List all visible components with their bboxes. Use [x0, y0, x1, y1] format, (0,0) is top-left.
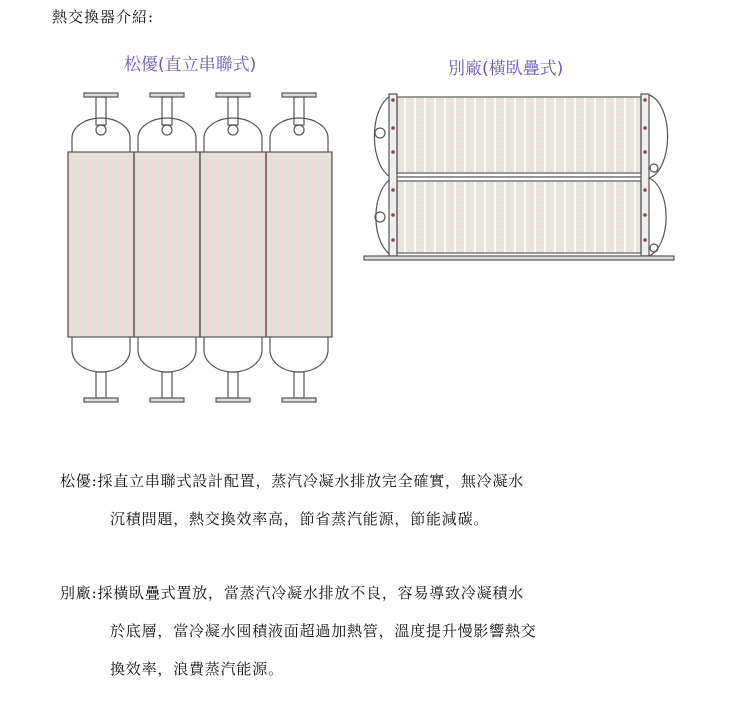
description-horizontal-stacked [60, 574, 680, 688]
description-line: 沉積問題，熱交換效率高，節省蒸汽能源，節能減碳。 [110, 510, 490, 528]
left-figure-caption: 松優(直立串聯式) [124, 55, 257, 75]
horizontal-stacked-exchanger [364, 94, 674, 260]
description-line: 於底層，當冷凝水囤積液面超過加熱管，溫度提升慢影響熱交 [110, 622, 537, 640]
vertical-unit-4 [266, 93, 332, 402]
vertical-unit-2 [134, 93, 200, 402]
vertical-unit-1 [68, 93, 134, 402]
right-figure-caption: 別廠(橫臥疊式) [448, 59, 564, 79]
description-line: 換效率，浪費蒸汽能源。 [110, 660, 284, 678]
vertical-series-exchanger [68, 93, 332, 402]
description-vertical-series [60, 462, 680, 538]
description-line: 別廠:採橫臥疊式置放，當蒸汽冷凝水排放不良，容易導致冷凝積水 [60, 584, 525, 602]
page-heading: 熱交換器介紹: [52, 8, 155, 26]
description-line: 松優:採直立串聯式設計配置，蒸汽冷凝水排放完全確實，無冷凝水 [60, 472, 525, 490]
vertical-unit-3 [200, 93, 266, 402]
